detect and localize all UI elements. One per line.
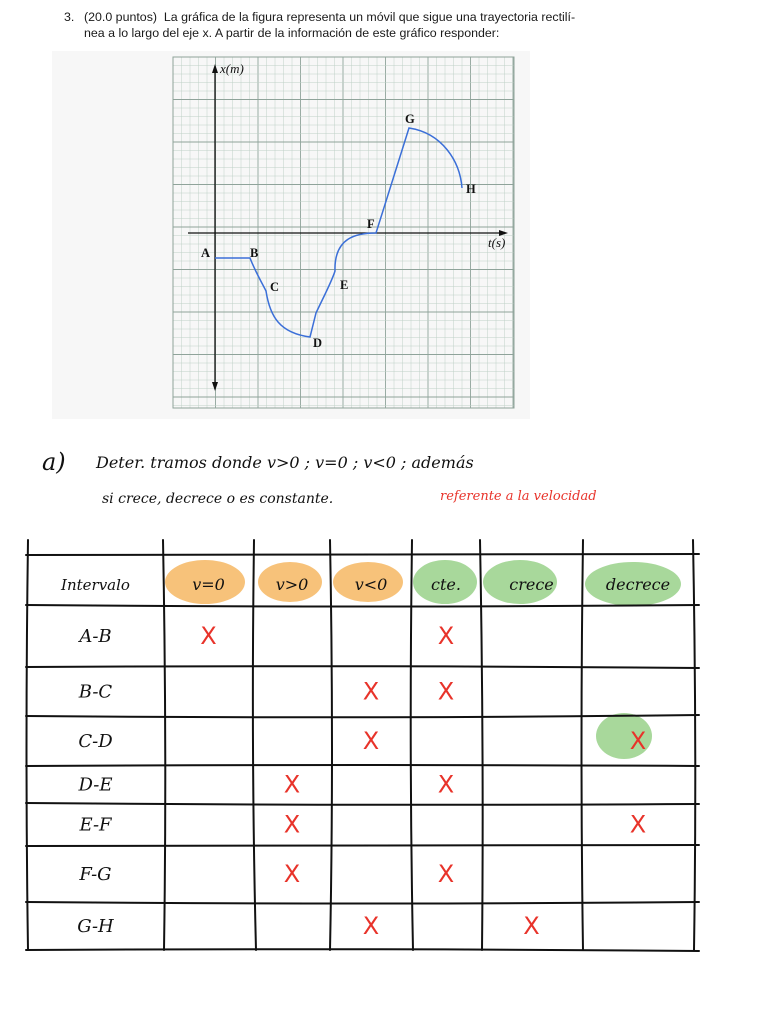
cell-x-mark: X <box>362 727 380 755</box>
interval-label: B-C <box>78 681 113 703</box>
table-row-line <box>26 902 699 904</box>
cell-x-mark: X <box>362 912 380 940</box>
cell-x-mark: X <box>437 770 455 799</box>
interval-label: D-E <box>78 774 113 796</box>
table-column-line <box>411 540 413 950</box>
point-label-g: G <box>405 112 415 126</box>
header-highlights <box>165 560 681 759</box>
cell-x-mark: X <box>629 810 647 839</box>
cell-x-mark: X <box>283 860 301 888</box>
answer-table-text <box>60 575 670 937</box>
table-row-line <box>26 666 699 668</box>
instruction-line2-red: referente a la velocidad <box>440 489 597 504</box>
cell-x-mark: X <box>283 770 301 799</box>
table-column-line <box>480 540 483 950</box>
table-row-line <box>26 554 699 555</box>
x-axis-label: t(s) <box>488 235 506 250</box>
cell-x-mark: X <box>523 912 540 940</box>
interval-label: E-F <box>79 814 112 836</box>
problem-text-line2: nea a lo largo del eje x. A partir de la información de este gráfico responder: <box>84 26 500 40</box>
y-axis-label: x(m) <box>220 61 244 76</box>
table-header-cell: decrece <box>605 575 671 594</box>
table-column-line <box>27 540 29 950</box>
point-label-h: H <box>466 182 476 196</box>
problem-points: (20.0 puntos) <box>84 10 158 24</box>
table-header-cell: cte. <box>431 575 461 594</box>
cell-x-mark: X <box>200 622 217 650</box>
cell-x-mark: X <box>437 622 455 650</box>
table-row-line <box>26 845 699 846</box>
interval-label: F-G <box>79 864 112 885</box>
table-header-cell: crece <box>509 575 554 594</box>
table-header-cell: Intervalo <box>61 576 130 594</box>
point-label-e: E <box>340 278 349 292</box>
part-label: a) <box>42 448 66 476</box>
problem-text-line1: La gráfica de la figura representa un móvil que sigue una trayectoria rectilí- <box>163 10 576 24</box>
interval-label: C-D <box>78 731 113 752</box>
answer-table-marks <box>200 622 646 940</box>
point-label-f: F <box>367 217 375 231</box>
table-header-cell: v=0 <box>192 575 225 594</box>
instruction-line1: Deter. tramos donde v>0 ; v=0 ; v<0 ; además <box>96 453 474 472</box>
problem-number: 3. <box>64 10 75 24</box>
table-column-line <box>163 540 165 950</box>
table-column-line <box>330 540 332 950</box>
cell-x-mark: X <box>629 727 647 755</box>
cell-x-mark: X <box>283 810 301 839</box>
interval-label: G-H <box>77 916 114 937</box>
table-header-cell: v>0 <box>275 575 309 594</box>
point-label-c: C <box>270 280 280 294</box>
point-label-d: D <box>313 336 323 350</box>
point-label-a: A <box>201 246 211 260</box>
table-column-line <box>693 540 695 950</box>
instruction-line2: si crece, decrece o es constante. <box>102 491 334 507</box>
cell-x-mark: X <box>437 677 455 706</box>
point-label-b: B <box>250 246 259 260</box>
cell-x-mark: X <box>362 677 380 706</box>
table-column-line <box>253 540 256 950</box>
table-row-line <box>26 803 699 805</box>
table-row-line <box>26 949 699 951</box>
table-row-line <box>26 605 699 607</box>
table-column-line <box>582 540 584 950</box>
interval-label: A-B <box>79 626 112 647</box>
table-header-cell: v<0 <box>354 575 388 594</box>
table-row-line <box>26 715 699 717</box>
cell-x-mark: X <box>437 860 455 888</box>
table-row-line <box>26 765 699 766</box>
